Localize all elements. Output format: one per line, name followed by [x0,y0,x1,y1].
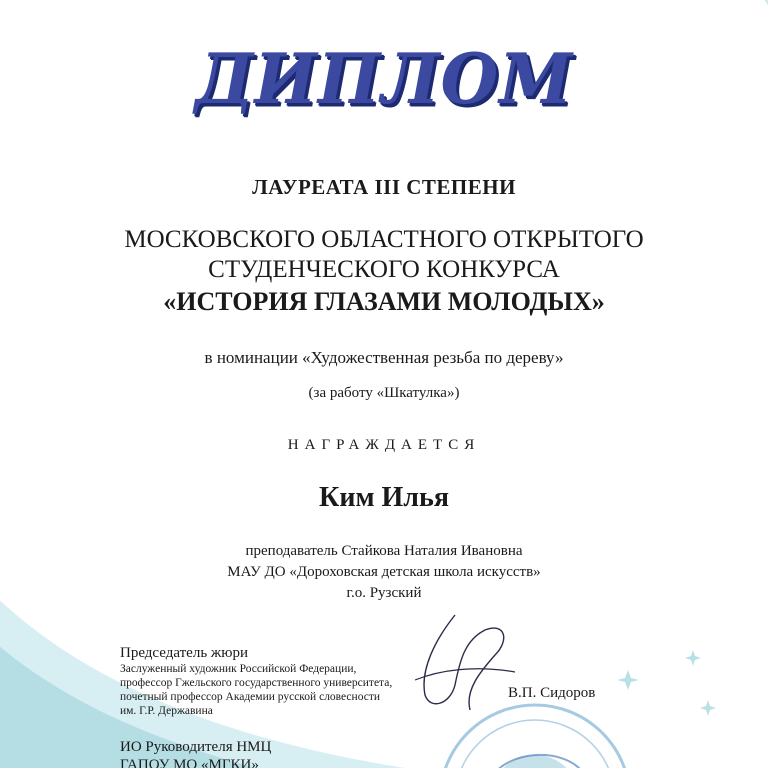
awarded-heading: НАГРАЖДАЕТСЯ [287,437,481,453]
diploma-title: ДИПЛОМ [194,38,574,120]
nomination: в номинации «Художественная резьба по дереву» [204,348,564,367]
chair-block [120,645,450,718]
recipient-name: Ким Илья [319,482,449,513]
chair-name: В.П. Сидоров [508,685,596,701]
school-line: МАУ ДО «Дороховская детская школа искусств» [227,564,541,580]
chair-desc-3: почетный профессор Академии русской словесности [120,691,381,703]
teacher-line: преподаватель Стайкова Наталия Ивановна [245,543,523,559]
contest-line-1: МОСКОВСКОГО ОБЛАСТНОГО ОТКРЫТОГО [124,226,644,253]
chair-title: Председатель жюри [120,645,249,661]
chair-desc-1: Заслуженный художник Российской Федерации, [120,663,357,675]
laureate-degree: ЛАУРЕАТА III СТЕПЕНИ [252,175,516,199]
head-title-2: ГАПОУ МО «МГКИ» [120,757,259,768]
head-block [120,738,420,768]
chair-desc-4: им. Г.Р. Державина [120,705,213,717]
city-line: г.о. Рузский [346,585,422,601]
chair-desc-2: профессор Гжельского государственного университета, [120,677,393,689]
head-title-1: ИО Руководителя НМЦ [120,739,272,755]
work-title: (за работу «Шкатулка») [308,385,460,401]
contest-name: «ИСТОРИЯ ГЛАЗАМИ МОЛОДЫХ» [163,287,605,316]
contest-line-2: СТУДЕНЧЕСКОГО КОНКУРСА [208,256,560,283]
